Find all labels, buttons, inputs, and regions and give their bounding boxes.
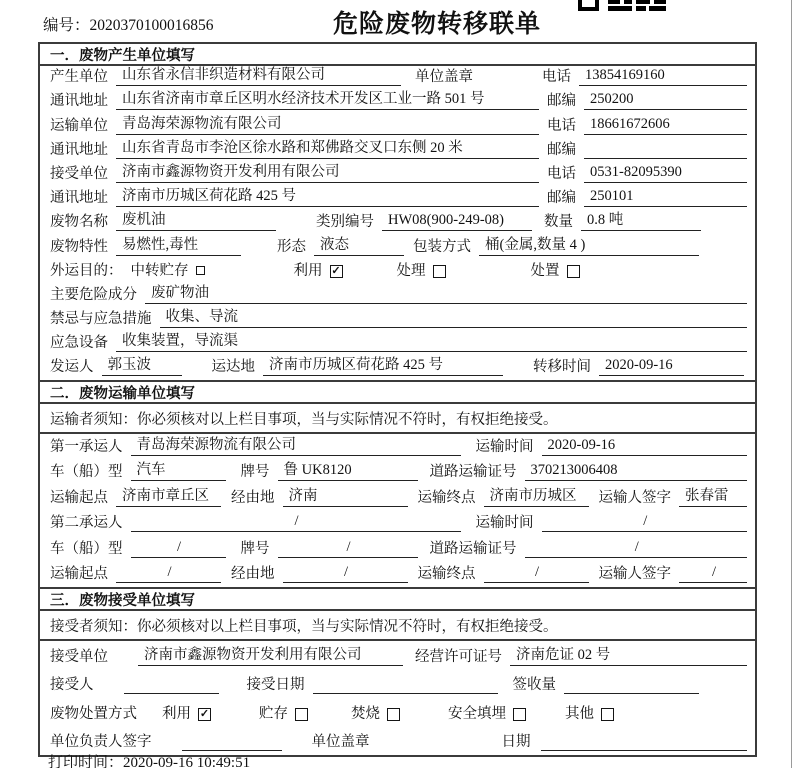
field-label: 签收量 (512, 677, 556, 694)
checkbox-icon (295, 708, 308, 721)
checkbox-checked-icon: ✓ (331, 264, 341, 277)
form-row (40, 356, 755, 380)
section-note: 接受者须知：你必须核对以上栏目事项，当与实际情况不符时，有权拒绝接受。 (40, 611, 755, 641)
field-value: 青岛海荣源物流有限公司 (131, 437, 461, 456)
field-label: 发运人 (50, 359, 94, 376)
field-value: 0.8 吨 (581, 212, 701, 231)
section-header: 三．废物接受单位填写 (40, 587, 755, 611)
field-value: 张春雷 (679, 488, 747, 507)
section-header: 二．废物运输单位填写 (40, 380, 755, 404)
field-value: 济南市历城区荷花路 425 号 (116, 188, 539, 207)
form-row (40, 90, 755, 114)
checkbox-checked-icon: ✓ (199, 707, 210, 720)
form-row (40, 139, 755, 163)
field-value: 汽车 (131, 462, 226, 481)
checkbox-item (131, 263, 205, 280)
checkbox-label: 中转贮存 (130, 262, 189, 279)
form-row (40, 562, 755, 588)
field-value: 0531-82095390 (584, 164, 747, 183)
checkbox-item (294, 263, 343, 280)
field-label: 牌号 (240, 540, 270, 557)
field-label: 类别编号 (316, 214, 374, 231)
field-label: 通讯地址 (50, 190, 108, 207)
checkbox-icon (433, 265, 446, 278)
field-value: / (131, 513, 461, 532)
field-label: 车（船）型 (50, 540, 123, 557)
checkbox-label: 利用 (162, 705, 191, 722)
form-row (40, 670, 755, 699)
field-label: 单位盖章 (415, 69, 473, 86)
checkbox-icon (567, 265, 580, 278)
field-value (564, 676, 699, 694)
field-value: 易燃性,毒性 (116, 237, 241, 256)
field-label: 运输人签字 (598, 566, 671, 583)
field-label: 单位盖章 (311, 734, 370, 751)
field-label: 数量 (544, 214, 573, 231)
form-section (40, 380, 755, 587)
checkbox-label: 贮存 (259, 705, 288, 722)
field-value: 济南市鑫源物资开发利用有限公司 (116, 164, 539, 183)
field-label: 道路运输证号 (429, 540, 517, 557)
field-value: 液态 (314, 237, 404, 256)
form-row (40, 332, 755, 356)
checkbox-label: 焚烧 (351, 705, 380, 722)
field-label: 外运目的： (50, 262, 123, 279)
manifest-form-table (38, 42, 757, 757)
field-label: 第二承运人 (50, 515, 123, 532)
form-row (40, 460, 755, 486)
field-value (313, 676, 498, 694)
field-label: 运输终点 (417, 489, 476, 506)
field-label: 运达地 (211, 359, 255, 376)
form-row (40, 284, 755, 308)
field-label: 道路运输证号 (429, 464, 517, 481)
form-row (40, 163, 755, 187)
form-row (40, 485, 755, 511)
field-label: 电话 (547, 165, 576, 182)
field-label: 禁忌与应急措施 (50, 311, 152, 328)
field-label: 邮编 (547, 190, 576, 207)
form-row (40, 434, 755, 460)
field-value: 250101 (584, 188, 747, 207)
field-label: 邮编 (547, 141, 576, 158)
form-row (40, 260, 755, 284)
checkbox-item (565, 706, 614, 723)
field-value: / (484, 564, 589, 583)
field-value: 250200 (584, 91, 747, 110)
field-label: 包装方式 (413, 238, 471, 255)
field-label: 牌号 (240, 464, 270, 481)
form-row (40, 536, 755, 562)
checkbox-icon (601, 708, 614, 721)
field-value: 济南市历城区 (484, 488, 589, 507)
field-value: / (525, 539, 748, 558)
checkbox-label: 处置 (530, 262, 560, 279)
field-label: 接受日期 (246, 677, 305, 694)
field-value: 济南市章丘区 (116, 488, 221, 507)
field-label: 经由地 (231, 566, 275, 583)
field-value: 济南市鑫源物资开发利用有限公司 (138, 647, 403, 666)
field-label: 接受单位 (50, 165, 108, 182)
form-row (40, 187, 755, 211)
field-label: 产生单位 (50, 69, 108, 86)
form-row (40, 211, 755, 235)
field-label: 形态 (277, 238, 306, 255)
form-section (40, 44, 755, 380)
field-value: 郭玉波 (102, 357, 182, 376)
section-note: 运输者须知：你必须核对以上栏目事项，当与实际情况不符时，有权拒绝接受。 (40, 404, 755, 434)
field-value: 2020-09-16 (599, 357, 744, 376)
doc-number (43, 13, 214, 35)
form-row (40, 641, 755, 670)
field-label: 运输单位 (50, 117, 108, 134)
form-section (40, 587, 755, 755)
field-label: 废物特性 (50, 238, 108, 255)
field-label: 经由地 (231, 489, 275, 506)
field-value: / (679, 564, 747, 583)
checkbox-label: 利用 (293, 262, 323, 279)
field-value (124, 676, 219, 694)
checkbox-item (448, 706, 526, 723)
field-label: 邮编 (547, 93, 576, 110)
field-value: 鲁 UK8120 (278, 462, 418, 481)
form-row (40, 308, 755, 332)
field-label: 电话 (547, 117, 576, 134)
field-value: 山东省永信非织造材料有限公司 (116, 67, 401, 86)
field-value: 山东省青岛市李沧区徐水路和郑佛路交叉口东侧 20 米 (116, 140, 539, 159)
form-row (40, 114, 755, 138)
field-label: 运输人签字 (598, 489, 671, 506)
field-label: 日期 (501, 734, 531, 751)
field-value: 18661672606 (584, 116, 747, 135)
field-value: 废矿物油 (145, 285, 747, 304)
checkbox-icon (387, 708, 400, 721)
field-value: 收集装置，导流渠 (116, 333, 747, 352)
field-label: 运输起点 (50, 566, 108, 583)
page-title: 危险废物转移联单 (333, 10, 542, 38)
form-row (40, 511, 755, 537)
form-row (40, 698, 755, 727)
field-label: 运输起点 (50, 489, 108, 506)
field-value: / (283, 564, 408, 583)
field-value: 废机油 (116, 212, 276, 231)
field-value: 济南 (283, 488, 408, 507)
field-label: 接受单位 (50, 648, 108, 665)
field-value (584, 141, 747, 159)
field-value (182, 733, 282, 751)
field-value: 13854169160 (579, 67, 747, 86)
checkbox-item (259, 706, 308, 723)
field-label: 运输时间 (475, 438, 534, 455)
print-time: 打印时间：2020-09-16 10:49:51 (48, 755, 251, 768)
field-label: 车（船）型 (50, 464, 123, 481)
doc-number-value: 2020370100016856 (89, 17, 214, 34)
field-value: 370213006408 (525, 462, 748, 481)
field-value: 桶(金属,数量 4 ) (479, 237, 699, 256)
field-value: 济南市历城区荷花路 425 号 (263, 357, 503, 376)
field-value: / (131, 539, 226, 558)
field-value: 青岛海荣源物流有限公司 (116, 116, 539, 135)
checkbox-icon (513, 708, 526, 721)
field-label: 经营许可证号 (415, 648, 502, 665)
field-value: 山东省济南市章丘区明水经济技术开发区工业一路 501 号 (116, 91, 539, 110)
qr-code-fragment (578, 0, 666, 11)
field-label: 通讯地址 (50, 93, 108, 110)
field-label: 运输时间 (475, 515, 534, 532)
field-value: / (542, 513, 748, 532)
field-value: 济南危证 02 号 (510, 647, 747, 666)
field-value: 2020-09-16 (542, 437, 748, 456)
checkbox-label: 处理 (396, 262, 426, 279)
form-row (40, 66, 755, 90)
field-value: / (116, 564, 221, 583)
doc-number-label: 编号： (43, 17, 90, 34)
checkbox-icon (196, 266, 205, 275)
checkbox-label: 安全填埋 (448, 705, 506, 722)
field-label: 废物名称 (50, 214, 108, 231)
checkbox-item (397, 263, 446, 280)
field-label: 运输终点 (417, 566, 476, 583)
field-label: 应急设备 (50, 335, 108, 352)
field-value: / (278, 539, 418, 558)
field-value: 收集、导流 (160, 309, 748, 328)
form-row (40, 235, 755, 259)
checkbox-item (531, 263, 580, 280)
field-label: 通讯地址 (50, 141, 108, 158)
field-label: 第一承运人 (50, 438, 123, 455)
checkbox-item (162, 706, 211, 723)
field-label: 转移时间 (533, 359, 591, 376)
checkbox-label: 其他 (565, 705, 594, 722)
section-header: 一．废物产生单位填写 (40, 44, 755, 66)
checkbox-item (351, 706, 400, 723)
scan-edge-line (791, 0, 792, 768)
field-label: 单位负责人签字 (50, 734, 152, 751)
field-label: 接受人 (50, 677, 94, 694)
field-label: 电话 (542, 69, 571, 86)
field-value: HW08(900-249-08) (382, 212, 532, 231)
field-label: 废物处置方式 (50, 705, 137, 722)
field-label: 主要危险成分 (50, 286, 137, 303)
field-value (541, 733, 748, 751)
